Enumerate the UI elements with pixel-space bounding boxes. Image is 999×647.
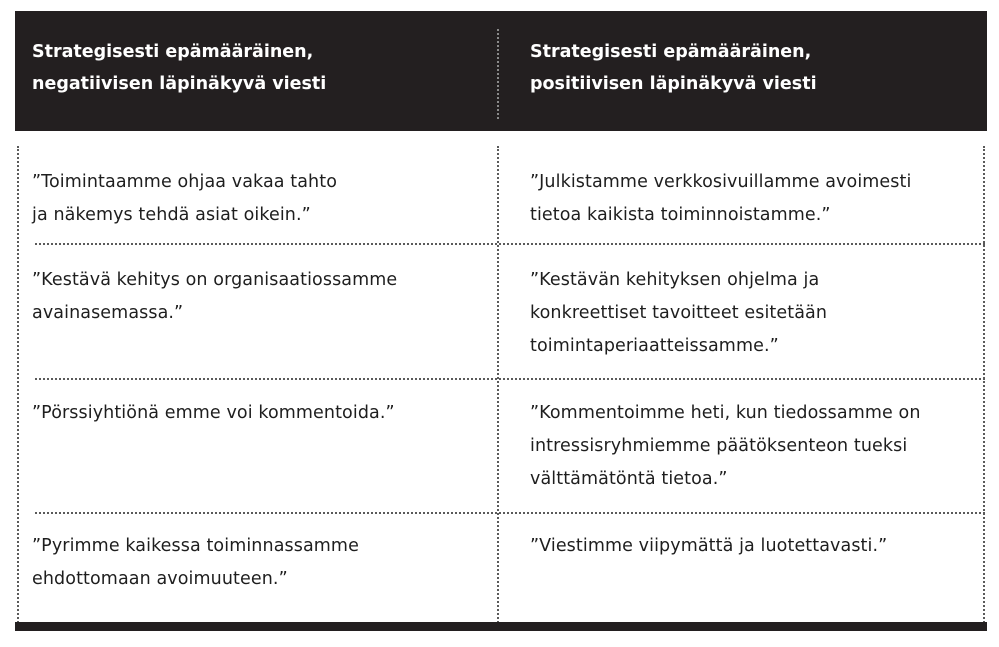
row-2-right: ”Kestävän kehityksen ohjelma ja konkreettiset tavoitteet esitetään toimintaperiaatteissamme.” (530, 270, 828, 356)
row-3-left: ”Pörssiyhtiönä emme voi kommentoida.” (32, 403, 395, 423)
column-divider (497, 146, 499, 623)
header-divider (497, 29, 499, 119)
table-header (15, 11, 987, 131)
right-border (983, 146, 985, 623)
left-border (17, 146, 19, 623)
row-3-right: ”Kommentoimme heti, kun tiedossamme on intressisryhmiemme päätöksenteon tueksi välttämätöntä tietoa.” (530, 403, 921, 489)
row-separator-3 (35, 512, 985, 514)
header-right: Strategisesti epämääräinen, positiivisen läpinäkyvä viesti (530, 42, 817, 94)
table-footer-bar (15, 622, 987, 631)
row-separator-2 (35, 378, 985, 380)
row-4-left: ”Pyrimme kaikessa toiminnassamme ehdottomaan avoimuuteen.” (32, 536, 359, 589)
row-1-left: ”Toimintaamme ohjaa vakaa tahto ja näkemys tehdä asiat oikein.” (32, 172, 338, 225)
row-1-right: ”Julkistamme verkkosivuillamme avoimesti tietoa kaikista toiminnoistamme.” (530, 172, 912, 225)
comparison-table (15, 11, 987, 631)
row-separator-1 (35, 243, 985, 245)
row-4-right: ”Viestimme viipymättä ja luotettavasti.” (530, 536, 888, 556)
header-left: Strategisesti epämääräinen, negatiivisen läpinäkyvä viesti (32, 42, 327, 94)
row-2-left: ”Kestävä kehitys on organisaatiossamme avainasemassa.” (32, 270, 398, 323)
